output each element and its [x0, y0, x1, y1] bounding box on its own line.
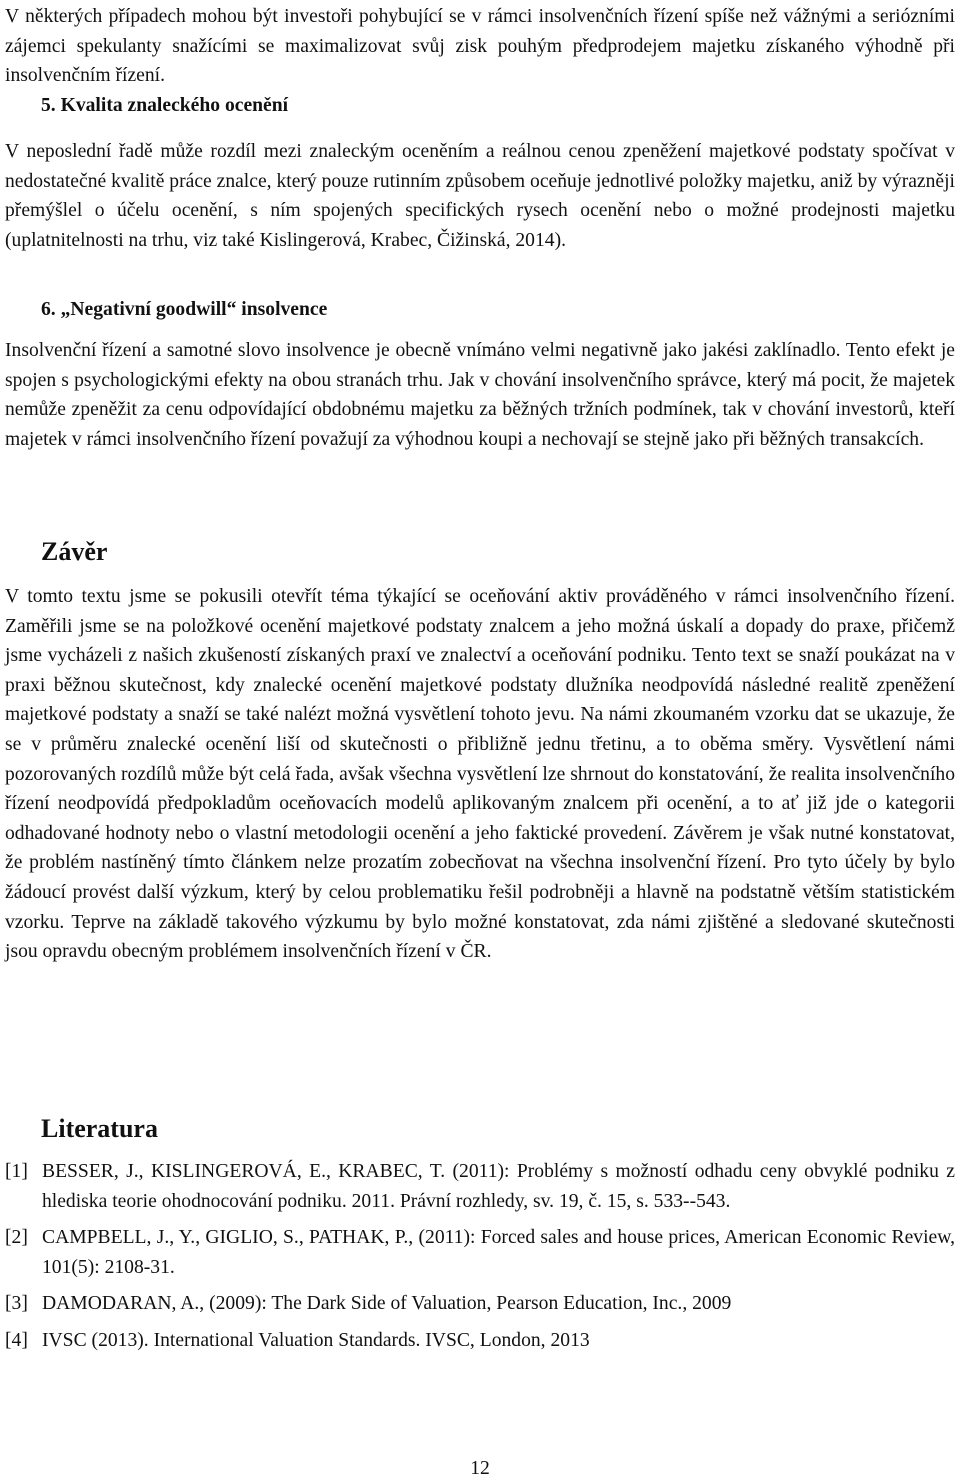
- reference-list: [5, 1157, 955, 1363]
- section-5-heading: 5. Kvalita znaleckého ocenění: [41, 95, 289, 116]
- reference-number: [4]: [5, 1329, 28, 1351]
- reference-number: [2]: [5, 1227, 28, 1249]
- reference-text: CAMPBELL, J., Y., GIGLIO, S., PATHAK, P., (2011): Forced sales and house prices, American Economic Review, 101(5): 2108-31.: [42, 1227, 955, 1278]
- reference-text: BESSER, J., KISLINGEROVÁ, E., KRABEC, T. (2011): Problémy s možností odhadu ceny obvyklé podniku z hlediska teorie ohodnocování podniku. 2011. Právní rozhledy, sv. 19, č. 15, s. 533--543.: [42, 1161, 955, 1212]
- reference-text: IVSC (2013). International Valuation Standards. IVSC, London, 2013: [42, 1329, 590, 1351]
- reference-item: [5, 1223, 955, 1282]
- section-5-paragraph: V neposlední řadě může rozdíl mezi znaleckým oceněním a reálnou cenou zpeněžení majetkové podstaty spočívat v nedostatečné kvalitě práce znalce, který pouze rutinním způsobem oceňuje jednotlivé položky majetku, aniž by výrazněji přemýšlel o účelu ocenění, s ním spojených specifických rysech ocenění nebo o možné prodejnosti majetku (uplatnitelnosti na trhu, viz také Kislingerová, Krabec, Čižinská, 2014).: [5, 141, 955, 251]
- section-6-heading: 6. „Negativní goodwill“ insolvence: [41, 299, 328, 320]
- conclusion-heading: Závěr: [41, 537, 108, 566]
- reference-item: [5, 1289, 955, 1319]
- page-number: 12: [470, 1458, 490, 1479]
- reference-item: [5, 1326, 955, 1356]
- literature-heading: Literatura: [41, 1114, 158, 1143]
- reference-number: [3]: [5, 1293, 28, 1315]
- conclusion-paragraph: V tomto textu jsme se pokusili otevřít téma týkající se oceňování aktiv prováděného v rámci insolvenčního řízení. Zaměřili jsme se na položkové ocenění majetkové podstaty znalcem a jeho možná úskalí a dopady do praxe, přičemž jsme vycházeli z našich zkušeností získaných praxí ve znalectví a oceňování podniku. Tento text se snaží poukázat na v praxi běžnou skutečnost, kdy znalecké ocenění majetkové podstaty dlužníka neodpovídá následné realitě zpeněžení majetkové podstaty a snaží se také nalézt možná vysvětlení tohoto jevu. Na námi zkoumaném vzorku dat se ukazuje, že se v průměru znalecké ocenění liší od skutečnosti o přibližně jednu třetinu, a to oběma směry. Vysvětlení námi pozorovaných rozdílů může být celá řada, avšak všechna vysvětlení lze shrnout do konstatování, že realita insolvenčního řízení neodpovídá předpokladům oceňovacích modelů aplikovaným znalcem při ocenění, a to ať již jde o kategorii odhadované hodnoty nebo o vlastní metodologii ocenění a jeho faktické provedení. Závěrem je však nutné konstatovat, že problém nastíněný tímto článkem nelze prozatím zobecňovat na všechna insolvenční řízení. Pro tyto účely by bylo žádoucí provést další výzkum, který by celou problematiku řešil podrobněji a hlavně na podstatně větším statistickém vzorku. Teprve na základě takového výzkumu by bylo možné konstatovat, zda námi zjištěné a sledované skutečnosti jsou opravdu obecným problémem insolvenčních řízení v ČR.: [5, 586, 955, 963]
- reference-item: [5, 1157, 955, 1216]
- reference-text: DAMODARAN, A., (2009): The Dark Side of Valuation, Pearson Education, Inc., 2009: [42, 1293, 732, 1315]
- section-6-paragraph: Insolvenční řízení a samotné slovo insolvence je obecně vnímáno velmi negativně jako jakési zaklínadlo. Tento efekt je spojen s psychologickými efekty na obou stranách trhu. Jak v chování insolvenčního správce, který má pocit, že majetek nemůže zpeněžit za cenu odpovídající obdobnému majetku za běžných tržních podmínek, tak v chování investorů, kteří majetek v rámci insolvenčního řízení považují za výhodnou koupi a nechovají se stejně jako při běžných transakcích.: [5, 340, 955, 450]
- reference-number: [1]: [5, 1161, 28, 1182]
- paragraph-investors: V některých případech mohou být investoři pohybující se v rámci insolvenčních řízení spíše než vážnými a seriózními zájemci spekulanty snažícími se maximalizovat svůj zisk pouhým předprodejem majetku získaného výhodně při insolvenčním řízení.: [5, 6, 955, 87]
